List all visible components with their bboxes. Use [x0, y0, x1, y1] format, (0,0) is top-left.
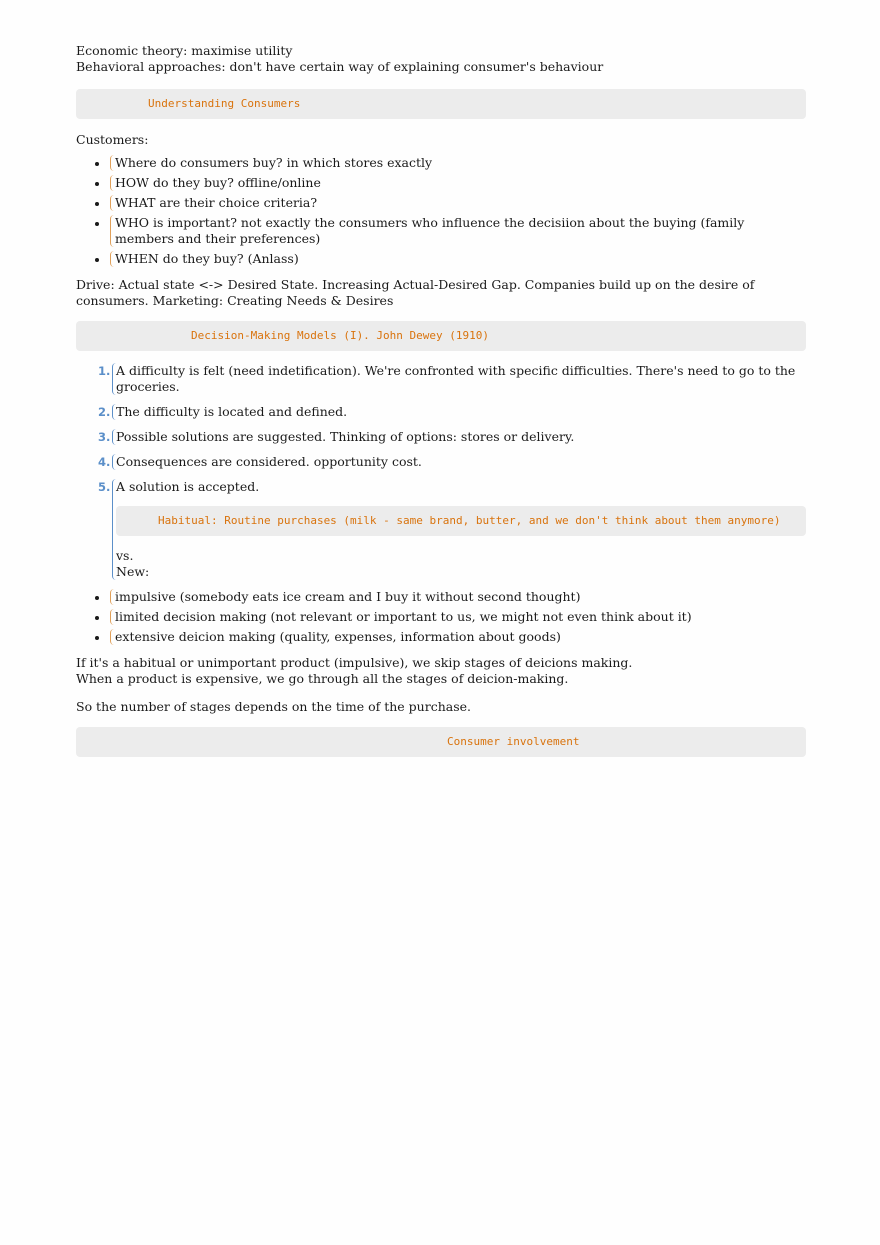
customers-label: Customers:	[76, 132, 149, 147]
step-item	[98, 454, 806, 470]
step-number: 4.	[98, 455, 111, 469]
code-block-decision-making-models: Decision-Making Models (I). John Dewey (1910)	[76, 321, 806, 351]
intro-line-behavioral: Behavioral approaches: don't have certain way of explaining consumer's behaviour	[76, 59, 604, 74]
vs-text: vs.	[116, 548, 134, 563]
step-text: A solution is accepted.	[116, 479, 260, 494]
document-content	[76, 43, 806, 757]
bracket-marker	[112, 479, 117, 580]
list-item-text: extensive deicion making (quality, expenses, information about goods)	[115, 629, 561, 644]
list-item-text: Where do consumers buy? in which stores exactly	[115, 155, 433, 170]
step-item	[98, 363, 806, 395]
expensive-product-text: When a product is expensive, we go through all the stages of deicion-making.	[76, 671, 569, 686]
list-item-text: impulsive (somebody eats ice cream and I buy it without second thought)	[115, 589, 581, 604]
step-text: Possible solutions are suggested. Thinking of options: stores or delivery.	[116, 429, 575, 444]
step-text: Consequences are considered. opportunity cost.	[116, 454, 422, 469]
step-number: 1.	[98, 364, 111, 378]
step-number: 2.	[98, 405, 111, 419]
bracket-marker	[112, 404, 117, 420]
bracket-marker	[110, 251, 115, 267]
step-item	[98, 404, 806, 420]
intro-paragraph	[76, 43, 806, 75]
step-text: The difficulty is located and defined.	[116, 404, 348, 419]
step-text: A difficulty is felt (need indetification). We're confronted with specific difficulties. There's need to go to the groceries.	[116, 363, 796, 394]
bracket-marker	[112, 363, 117, 395]
number-of-stages-text: So the number of stages depends on the time of the purchase.	[76, 699, 471, 714]
step-5-body	[116, 495, 806, 580]
list-item-text: HOW do they buy? offline/online	[115, 175, 321, 190]
habitual-skip-text: If it's a habitual or unimportant product (impulsive), we skip stages of deicions making.	[76, 655, 633, 670]
list-item	[110, 589, 806, 605]
step-item	[98, 479, 806, 580]
bracket-marker	[110, 215, 115, 247]
bracket-marker	[110, 195, 115, 211]
list-item	[110, 215, 806, 247]
code-block-consumer-involvement: Consumer involvement	[76, 727, 806, 757]
drive-paragraph: Drive: Actual state <-> Desired State. Increasing Actual-Desired Gap. Companies build up on the desire of consumers. Marketing: Creating Needs & Desires	[76, 277, 755, 308]
customer-questions-list	[76, 155, 806, 267]
purchase-types-list	[76, 589, 806, 645]
stages-paragraph	[76, 655, 806, 687]
new-label: New:	[116, 564, 150, 579]
bracket-marker	[110, 589, 115, 605]
step-item	[98, 429, 806, 445]
step-number: 3.	[98, 430, 111, 444]
code-block-wrapper	[76, 727, 806, 757]
intro-line-economic: Economic theory: maximise utility	[76, 43, 293, 58]
dewey-steps-list	[76, 363, 806, 580]
code-block-habitual: Habitual: Routine purchases (milk - same brand, butter, and we don't think about them anymore)	[116, 506, 806, 536]
list-item	[110, 629, 806, 645]
step-number: 5.	[98, 480, 111, 494]
bracket-marker	[110, 175, 115, 191]
bracket-marker	[112, 454, 117, 470]
bracket-marker	[110, 609, 115, 625]
list-item	[110, 609, 806, 625]
code-block-understanding-consumers: Understanding Consumers	[76, 89, 806, 119]
bracket-marker	[112, 429, 117, 445]
bracket-marker	[110, 155, 115, 171]
bracket-marker	[110, 629, 115, 645]
list-item	[110, 251, 806, 267]
list-item	[110, 175, 806, 191]
list-item	[110, 195, 806, 211]
list-item-text: WHEN do they buy? (Anlass)	[115, 251, 299, 266]
list-item-text: WHAT are their choice criteria?	[115, 195, 318, 210]
list-item-text: WHO is important? not exactly the consumers who influence the decisiion about the buying (family members and their preferences)	[115, 215, 745, 246]
list-item	[110, 155, 806, 171]
list-item-text: limited decision making (not relevant or important to us, we might not even think about it)	[115, 609, 692, 624]
